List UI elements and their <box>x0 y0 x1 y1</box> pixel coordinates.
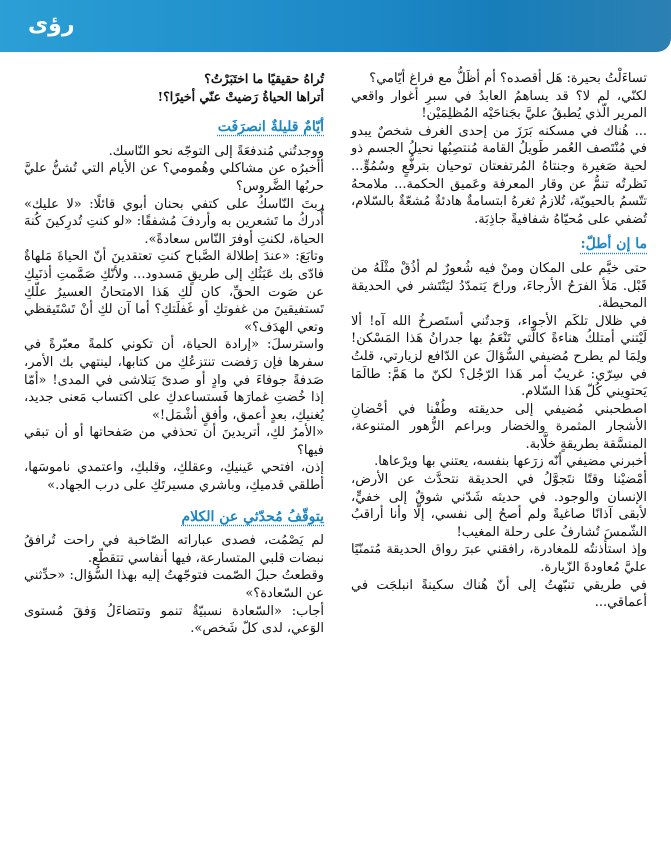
right-column <box>351 70 647 612</box>
section-heading: أيّامٌ قليلةٌ انصرَفَت <box>217 119 324 136</box>
paragraph: لم يَصْمُت، فصدى عباراته الصّاخبة في راحت تُرافقُ نبضات قلبي المتسارعة، فيها أنفاسي تتقطّع. <box>24 533 324 566</box>
paragraph: اصطحبني مُضيفي إلى حديقته وطُفْنا في أحْضانِ الأشجار المثمرة والخضار وبراعم الزُّهور المتنوعة، المنسَّقة بطريقةٍ خلَّابة. <box>351 401 647 452</box>
top-banner <box>0 0 671 52</box>
paragraph: ووجدتُني مُندفعَةً إلى التوجّه نحو النّاسك. <box>108 143 324 159</box>
paragraph: أجاب: «السّعادة نسبيّةٌ تنمو وتتضاءَلُ وَفقَ مُستوى الوَعي، لدى كلّ شَخص». <box>24 603 324 637</box>
intro-block <box>24 70 324 105</box>
paragraph: في ظلال تلكَم الأجواء، وَجدتُني أستَصرخُ الله آه! ألا لَيْتني أمتلكُ هناءةً كالّتي تَنْعَمُ بها جدرانُ هَذا المَسْكن! ولِمَا لم يطرح مُضيفي السُّؤالَ عن الدّافع لزيارتي، قلتُ في سِرّي: غريبٌ أمر هَذا الرّجُل؟ لكنّ ما هَمَّ: طالَمَا يَحتوِيني كُلّ هَذا السّلام. <box>351 313 647 400</box>
paragraph: وإذ استأذنتُه للمغادرة، رافقني عبرَ رواق الحديقة مُتمنّيًا عليَّ مُعاودةَ الزّيارة. <box>351 542 647 576</box>
paragraph: وتابَعَ: «عندَ إطلالة الصَّباح كنتِ تعتقدينَ أنّ الحياةَ مَلهاةٌ فادّى بك عَبَثُكِ إلى طريقٍ مَسدود... ولأنّكِ صَمَّمتِ أذنَيكِ عن صَوت الحقِّ، كان لكِ هَذا الامتحانُ العسيرُ علّكِ تَستفيقينَ من غفوتكِ أو غَفلَتكِ؟ أما آن لكِ أنْ تَسْتَيقظي وتعي الهدَف؟» <box>24 249 324 335</box>
paragraph: أأخبرُه عن مشاكلي وهُمومي؟ عن الأيام التي تُشنُّ عليَّ حربُها الضَّروس؟ <box>24 161 324 194</box>
paragraph: «الأمرُ لكِ، أتريدينَ أن تحذفي من صَفحاتها أو أن تبقي فيها؟ <box>24 425 324 458</box>
paragraph: وقطعتُ حبلَ الصّمت فتوجّهتُ إليه بهذا السُّؤال: «حدِّثني عن السّعادة؟» <box>24 568 324 602</box>
section-title: رؤى <box>28 12 75 37</box>
paragraph: تساءَلْتُ بحيرة: هَل أقصده؟ أم أظَلُّ مع فراغ أيّامي؟ <box>369 71 647 86</box>
paragraph: إذن، افتحي عَينيكِ، وعقلكِ، وقلبكِ، واعتمدي ناموسَها، أطلقي قدميكِ، وباشري مسيرتَكِ على درب الجهاد.» <box>24 460 324 494</box>
left-column <box>24 70 324 638</box>
intro-line: أتراها الحياةُ رَضيتْ عنّي أخيرًا؟! <box>157 88 324 104</box>
paragraph: أمْضيْنا وقتًا نتَجوَّلُ في الحديقة نتحدَّث عن الأرض، الإنسان والوجود. في حديثه شَدّني شوقٌ إلى خفيٍّ، لأبقى آذانًا صاغيةً ولم أصحُ إلى نفسي، إلّا وأنا أراقبُ الشّمسَ تُشارفُ على رحلة المغيب! <box>351 472 647 540</box>
paragraph: واسترسلَ: «إرادة الحياة، أن تكوني كلمةً معبّرةً في سفرها فإن رَفضت تنتزعُكِ من كتابها، لينتهي بك الأمر، صَدفةً جوفاءَ في وادٍ أو صدىً يَتلاشى في المدى! «أمّا إذا خُضتِ غمارَها فَستساعدكِ على اكتساب مَعنى جديد، يُغنيكِ، بعدٍ أعمق، وأفقٍ أشْمَل!» <box>24 337 324 423</box>
section-heading: ما إن أطلّ: <box>580 236 647 253</box>
paragraph: ربتَ النّاسكُ على كتفي بحنان أبوي قائلًا: «لا عليك» أُدركُ ما تَشعرين به وأردفَ مُشفقًا: «لو كنتِ تُدرِكينَ كُنهَ الحياة، لكنتِ أوفرَ النّاس سعادةً». <box>24 196 324 247</box>
paragraph: أخبرني مضيفي أنّه زرَعها بنفسه، يعتني بها ويرْعاها. <box>374 454 647 470</box>
paragraph: ... هُناك في مسكنه بَرَزَ من إحدى الغرف شخصٌ يبدو في مُنْتَصف العُمر طَويلُ القامة مُنتصِبُها نحيلُ الجسم ذو لحية صَغيرة وجنتاهُ المُرتفعتان توحيان بترفُّعٍ وسُمُوٍّ... نَظرتُه تنمُّ عن وقار المعرفة وعَميق الحكمة... ملامحهُ تتّسمُ بالحيويّة، تُلازمُ ثغرهُ ابتسامةٌ هادئةٌ مُشعّةٌ بالسّلام، تُضفي على مُحيّاهُ شفافيةً جاذِبَة. <box>351 123 647 227</box>
intro-line: تُراهُ حقيقيًا ما اختَبَرْتُ؟ <box>204 71 324 86</box>
banner-accent <box>491 0 671 52</box>
section-heading: يتوقّفُ مُحدّثي عن الكلام <box>181 508 324 525</box>
paragraph: في طريقي تنبّهتُ إلى أنّ هُناك سكينةً انبلجَت في أعماقي... <box>351 577 647 611</box>
paragraph: حتى خيَّم على المكان ومنْ فيه شُعورٌ لم أذُقْ مثْلَهُ من قَبْل. مَلأ الفرَحُ الأرجاءَ، وراحَ يَتمدّدُ ليَنْتَشر في الحديقة المحيطة. <box>351 260 647 312</box>
paragraph: لكنّي، لم لا؟ قد يساهمُ العابدُ في سبرِ أغوار واقعي المرير الّذي يُطبقُ عليَّ بجَناحَيْه المُظلِمَيْن! <box>351 88 647 122</box>
